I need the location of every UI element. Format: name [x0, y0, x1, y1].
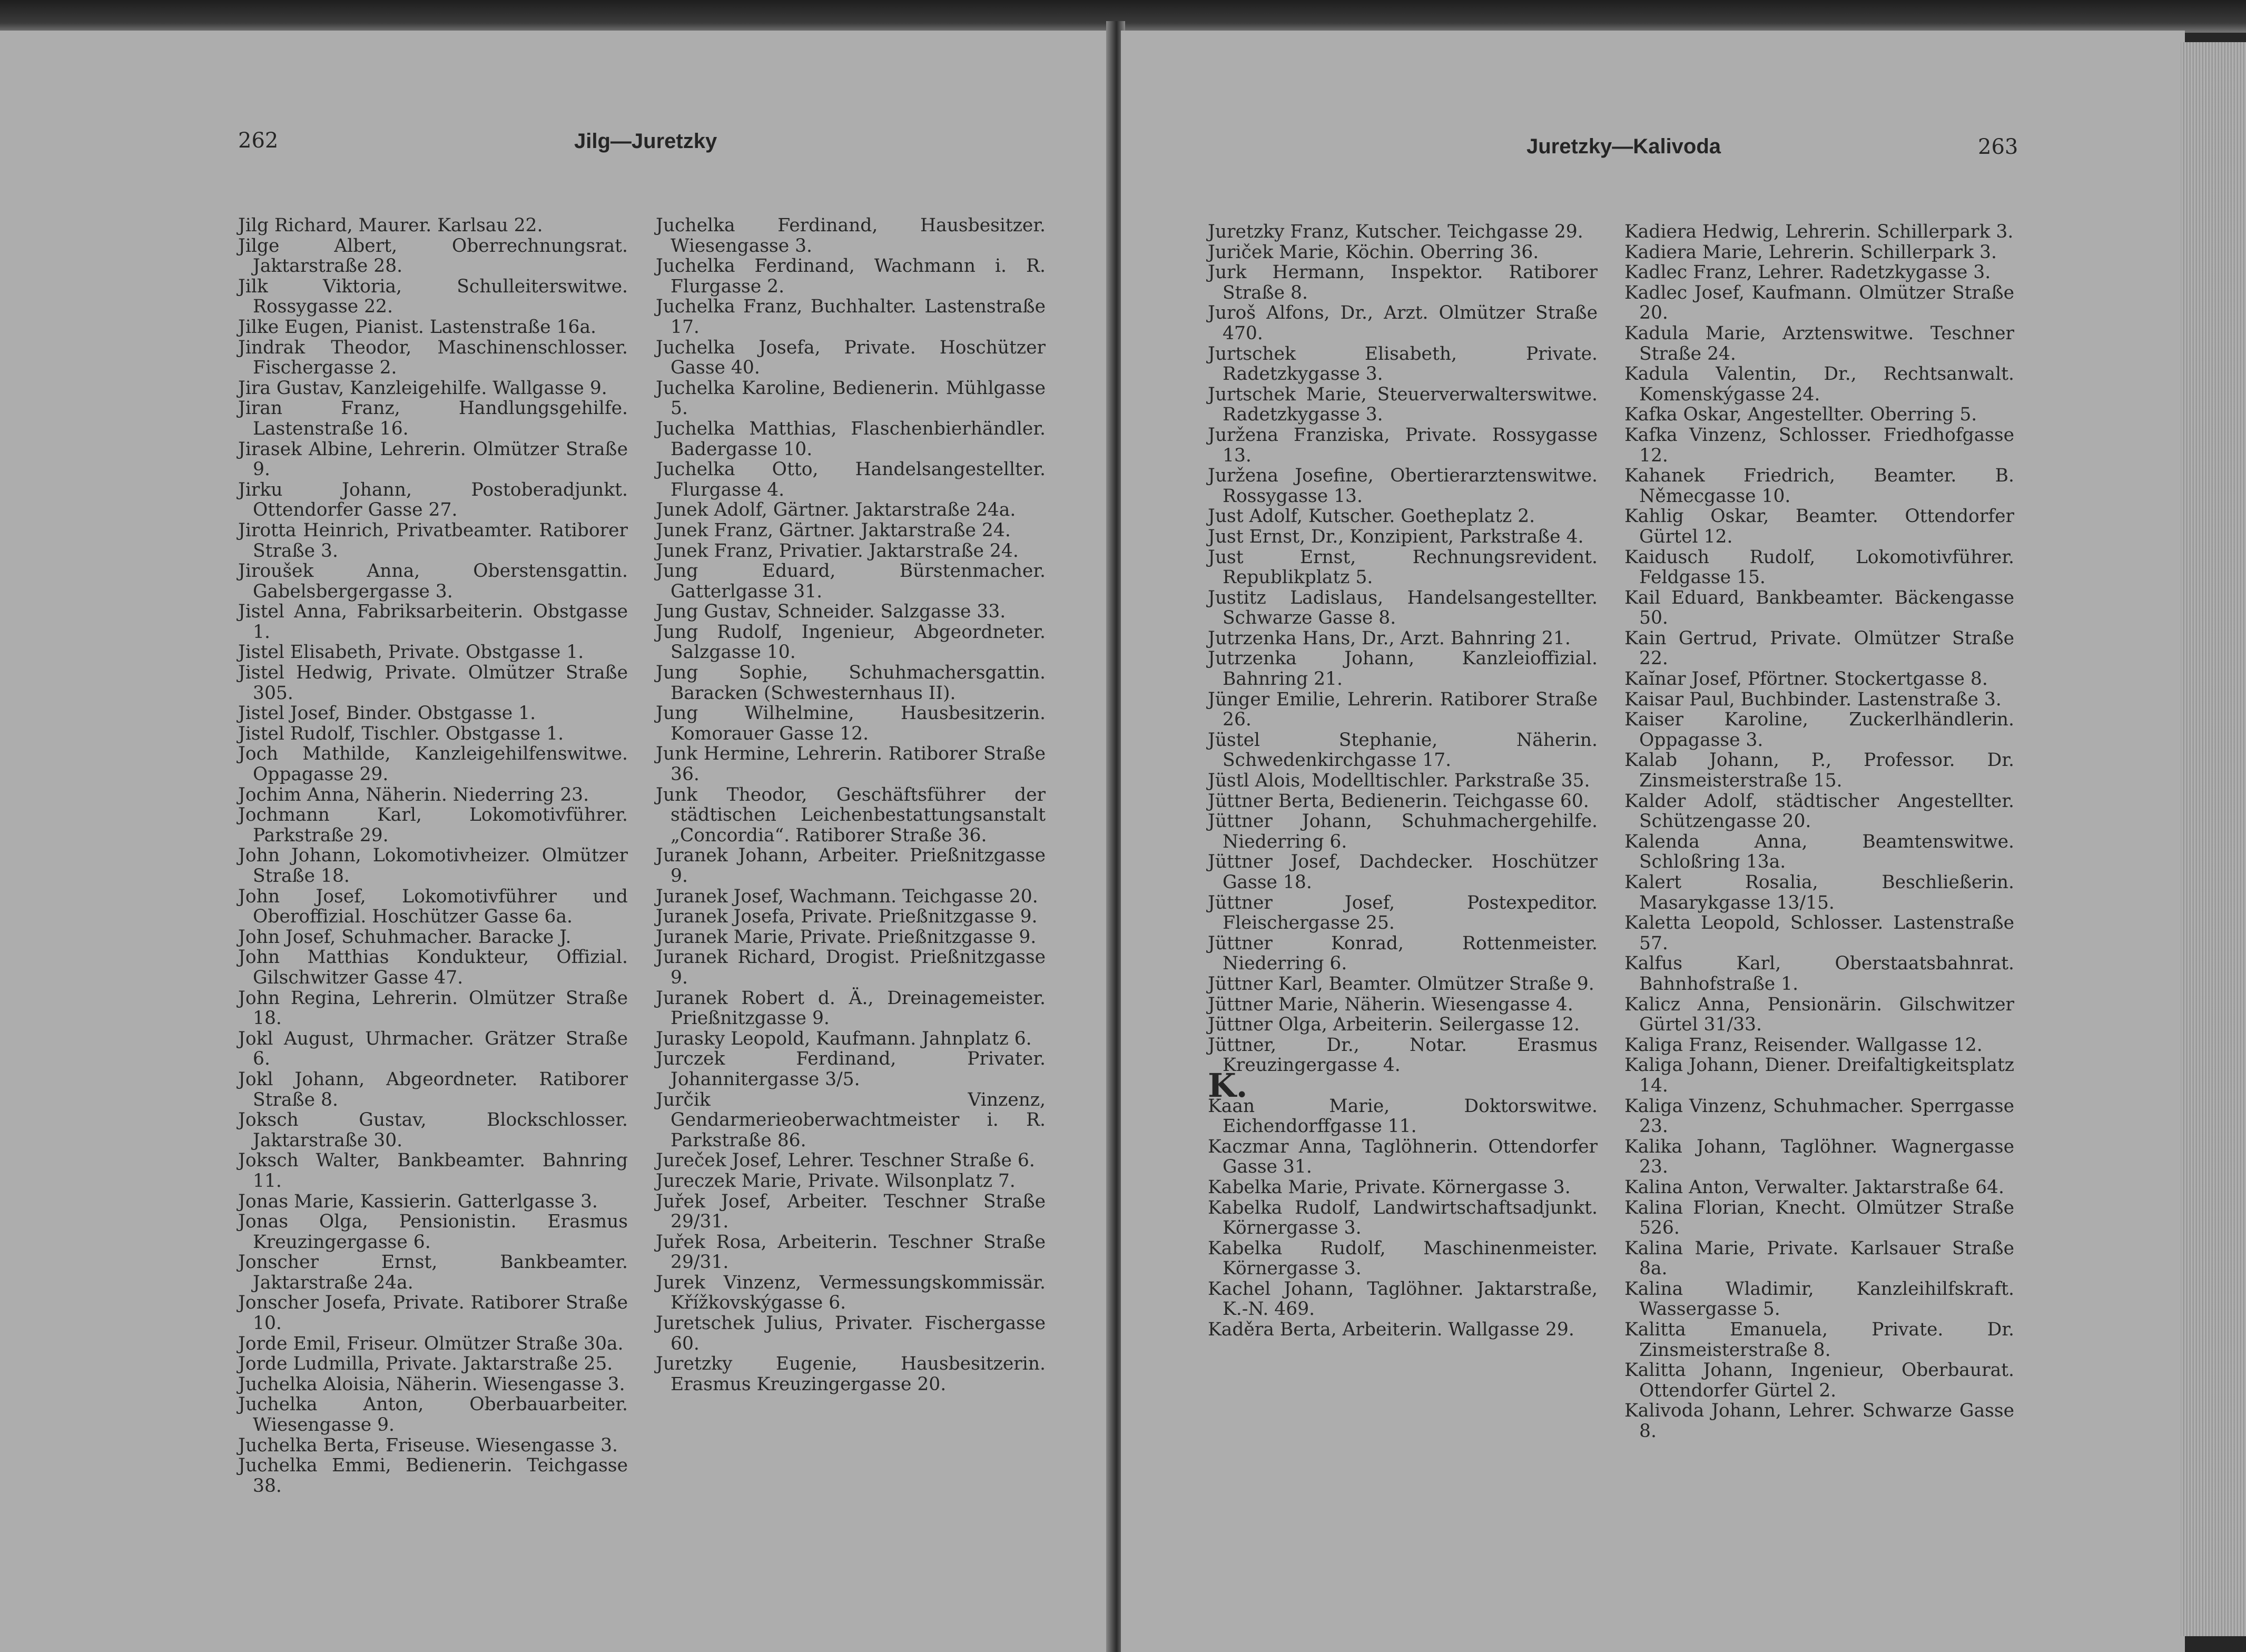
directory-entry: Juřek Rosa, Arbeiterin. Teschner Straße 29/31.	[656, 1231, 1046, 1273]
directory-entry: Jirasek Albine, Lehrerin. Olmützer Straße 9.	[238, 438, 628, 480]
directory-entry: Juretzky Eugenie, Hausbesitzerin. Erasmus Kreuzingergasse 20.	[656, 1353, 1046, 1395]
directory-entry: Jorde Ludmilla, Private. Jaktarstraße 25.	[238, 1353, 613, 1375]
directory-entry: Juchelka Franz, Buchhalter. Lastenstraße 17.	[656, 296, 1046, 338]
directory-entry: Jutrzenka Johann, Kanzleioffizial. Bahnring 21.	[1208, 648, 1598, 690]
directory-entry: Jira Gustav, Kanzleigehilfe. Wallgasse 9.	[238, 377, 607, 399]
directory-entry: Kadula Marie, Arztenswitwe. Teschner Straße 24.	[1624, 322, 2014, 365]
directory-entry: John Josef, Lokomotivführer und Oberoffizial. Hoschützer Gasse 6a.	[238, 886, 628, 928]
page-number-left: 262	[238, 129, 279, 153]
directory-entry: Kalitta Emanuela, Private. Dr. Zinsmeisterstraße 8.	[1624, 1319, 2014, 1361]
directory-entry: Jüttner Karl, Beamter. Olmützer Straße 9.	[1208, 973, 1594, 995]
directory-entry: John Regina, Lehrerin. Olmützer Straße 18.	[238, 987, 628, 1029]
directory-entry: Kalert Rosalia, Beschließerin. Masarykgasse 13/15.	[1624, 872, 2014, 913]
directory-entry: Joksch Gustav, Blockschlosser. Jaktarstraße 30.	[238, 1109, 628, 1151]
directory-entry: Jurtschek Elisabeth, Private. Radetzkygasse 3.	[1208, 343, 1598, 385]
directory-entry: Jistel Anna, Fabriksarbeiterin. Obstgasse 1.	[238, 601, 628, 643]
directory-entry: Jüttner, Dr., Notar. Erasmus Kreuzingergasse 4.	[1208, 1034, 1598, 1076]
directory-entry: Jiroušek Anna, Oberstensgattin. Gabelsbergergasse 3.	[238, 560, 628, 602]
entry-column-3	[1208, 222, 1598, 1340]
directory-entry: Jurčik Vinzenz, Gendarmerieoberwachtmeister i. R. Parkstraße 86.	[656, 1089, 1046, 1151]
directory-entry: Kalina Wladimir, Kanzleihilfskraft. Wassergasse 5.	[1624, 1278, 2014, 1320]
directory-entry: Kaděra Berta, Arbeiterin. Wallgasse 29.	[1208, 1319, 1574, 1341]
directory-entry: Juchelka Aloisia, Näherin. Wiesengasse 3.	[238, 1373, 625, 1395]
directory-entry: Juchelka Matthias, Flaschenbierhändler. Badergasse 10.	[656, 418, 1046, 460]
directory-entry: Junek Franz, Gärtner. Jaktarstraße 24.	[656, 519, 1011, 541]
directory-entry: Juržena Franziska, Private. Rossygasse 13.	[1208, 424, 1598, 466]
directory-entry: Junk Theodor, Geschäftsführer der städtischen Leichenbestattungsanstalt „Concordia“. Ratiborer Straße 36.	[656, 784, 1046, 846]
directory-entry: Juchelka Berta, Friseuse. Wiesengasse 3.	[238, 1434, 618, 1456]
directory-entry: Juchelka Karoline, Bedienerin. Mühlgasse 5.	[656, 377, 1046, 419]
directory-entry: Jurek Vinzenz, Vermessungskommissär. Křížkovskýgasse 6.	[656, 1272, 1046, 1314]
directory-entry: Jonscher Ernst, Bankbeamter. Jaktarstraße 24a.	[238, 1252, 628, 1293]
directory-entry: Juriček Marie, Köchin. Oberring 36.	[1208, 241, 1539, 263]
directory-entry: Kahanek Friedrich, Beamter. B. Němecgasse 10.	[1624, 465, 2014, 507]
directory-entry: Just Adolf, Kutscher. Goetheplatz 2.	[1208, 506, 1535, 527]
directory-entry: Jureček Josef, Lehrer. Teschner Straße 6.	[656, 1150, 1035, 1172]
directory-entry: Jirku Johann, Postoberadjunkt. Ottendorfer Gasse 27.	[238, 479, 628, 521]
right-page	[1121, 31, 2185, 1652]
directory-entry: Juchelka Emmi, Bedienerin. Teichgasse 38.	[238, 1455, 628, 1497]
directory-entry: Just Ernst, Dr., Konzipient, Parkstraße 4.	[1208, 526, 1584, 547]
directory-entry: Kalina Anton, Verwalter. Jaktarstraße 64.	[1624, 1176, 2004, 1198]
directory-entry: Jistel Elisabeth, Private. Obstgasse 1.	[238, 642, 584, 663]
section-letter-k: K.	[1208, 1066, 1248, 1105]
directory-entry: Jung Rudolf, Ingenieur, Abgeordneter. Salzgasse 10.	[656, 621, 1046, 663]
directory-entry: Jirotta Heinrich, Privatbeamter. Ratiborer Straße 3.	[238, 519, 628, 562]
entry-column-4	[1624, 222, 2014, 1442]
directory-entry: Jüttner Josef, Postexpeditor. Fleischergasse 25.	[1208, 892, 1598, 934]
directory-entry: Juřek Josef, Arbeiter. Teschner Straße 29/31.	[656, 1191, 1046, 1233]
directory-entry: Jüttner Berta, Bedienerin. Teichgasse 60.	[1208, 790, 1589, 812]
directory-entry: Juranek Johann, Arbeiter. Prießnitzgasse 9.	[656, 845, 1046, 887]
directory-entry: Junek Adolf, Gärtner. Jaktarstraße 24a.	[656, 499, 1016, 521]
directory-entry: Kadiera Hedwig, Lehrerin. Schillerpark 3.	[1624, 221, 2014, 242]
directory-entry: Kabelka Rudolf, Landwirtschaftsadjunkt. Körnergasse 3.	[1208, 1197, 1598, 1239]
directory-entry: Kadiera Marie, Lehrerin. Schillerpark 3.	[1624, 241, 1997, 263]
directory-entry: Jüttner Johann, Schuhmachergehilfe. Niederring 6.	[1208, 811, 1598, 852]
directory-entry: Junk Hermine, Lehrerin. Ratiborer Straße 36.	[656, 743, 1046, 785]
directory-entry: Kadlec Josef, Kaufmann. Olmützer Straße 20.	[1624, 282, 2014, 324]
directory-entry: Kaĭnar Josef, Pförtner. Stockertgasse 8.	[1624, 668, 1988, 690]
directory-entry: Jung Gustav, Schneider. Salzgasse 33.	[656, 601, 1006, 623]
directory-entry: Jilk Viktoria, Schulleiterswitwe. Rossygasse 22.	[238, 276, 628, 318]
directory-entry: Jilge Albert, Oberrechnungsrat. Jaktarstraße 28.	[238, 235, 628, 277]
column-3-body	[1208, 222, 1598, 1076]
directory-entry: Jiran Franz, Handlungsgehilfe. Lastenstraße 16.	[238, 398, 628, 439]
directory-entry: Kain Gertrud, Private. Olmützer Straße 22.	[1624, 627, 2014, 670]
directory-entry: Jonas Olga, Pensionistin. Erasmus Kreuzingergasse 6.	[238, 1211, 628, 1253]
directory-entry: Jüstl Alois, Modelltischler. Parkstraße 35.	[1208, 770, 1590, 792]
directory-entry: Kalicz Anna, Pensionärin. Gilschwitzer Gürtel 31/33.	[1624, 994, 2014, 1036]
directory-entry: Kalivoda Johann, Lehrer. Schwarze Gasse 8.	[1624, 1400, 2014, 1442]
directory-entry: Kahlig Oskar, Beamter. Ottendorfer Gürtel 12.	[1624, 506, 2014, 547]
page-edges	[2181, 42, 2246, 1636]
entry-column-2	[656, 215, 1046, 1394]
directory-entry: Jüstel Stephanie, Näherin. Schwedenkirchgasse 17.	[1208, 729, 1598, 771]
directory-entry: Kaczmar Anna, Taglöhnerin. Ottendorfer Gasse 31.	[1208, 1136, 1598, 1178]
directory-entry: Juranek Robert d. Ä., Dreinagemeister. Prießnitzgasse 9.	[656, 987, 1046, 1029]
directory-entry: Jilg Richard, Maurer. Karlsau 22.	[238, 215, 543, 236]
directory-entry: Jüttner Konrad, Rottenmeister. Niederring 6.	[1208, 932, 1598, 975]
directory-entry: Kalina Marie, Private. Karlsauer Straße 8a.	[1624, 1237, 2014, 1280]
directory-entry: Juranek Marie, Private. Prießnitzgasse 9.	[656, 926, 1037, 948]
directory-entry: Jutrzenka Hans, Dr., Arzt. Bahnring 21.	[1208, 627, 1571, 649]
directory-entry: Kabelka Marie, Private. Körnergasse 3.	[1208, 1176, 1571, 1198]
directory-entry: Jochmann Karl, Lokomotivführer. Parkstraße 29.	[238, 804, 628, 846]
directory-entry: Juranek Josef, Wachmann. Teichgasse 20.	[656, 886, 1038, 907]
directory-entry: Kalina Florian, Knecht. Olmützer Straße 526.	[1624, 1197, 2014, 1239]
directory-entry: Kaidusch Rudolf, Lokomotivführer. Feldgasse 15.	[1624, 546, 2014, 588]
k-section-body	[1208, 1096, 1598, 1340]
directory-entry: Kaletta Leopold, Schlosser. Lastenstraße 57.	[1624, 912, 2014, 954]
directory-entry: Jokl August, Uhrmacher. Grätzer Straße 6.	[238, 1028, 628, 1070]
directory-entry: Jurasky Leopold, Kaufmann. Jahnplatz 6.	[656, 1028, 1032, 1049]
directory-entry: Jünger Emilie, Lehrerin. Ratiborer Straße 26.	[1208, 689, 1598, 731]
directory-entry: Justitz Ladislaus, Handelsangestellter. Schwarze Gasse 8.	[1208, 587, 1598, 629]
directory-entry: Jung Sophie, Schuhmachersgattin. Baracken (Schwesternhaus II).	[656, 662, 1046, 704]
running-head-right: Juretzky—Kalivoda	[1526, 135, 1721, 158]
directory-entry: Jorde Emil, Friseur. Olmützer Straße 30a.	[238, 1333, 624, 1354]
entry-column-1	[238, 215, 628, 1496]
directory-entry: Kaan Marie, Doktorswitwe. Eichendorffgasse 11.	[1208, 1095, 1598, 1137]
directory-entry: Kail Eduard, Bankbeamter. Bäckengasse 50.	[1624, 587, 2014, 629]
directory-entry: Kadlec Franz, Lehrer. Radetzkygasse 3.	[1624, 262, 1991, 283]
directory-entry: Kalika Johann, Taglöhner. Wagnergasse 23.	[1624, 1136, 2014, 1178]
directory-entry: Jistel Josef, Binder. Obstgasse 1.	[238, 703, 536, 724]
directory-entry: Juretschek Julius, Privater. Fischergasse 60.	[656, 1313, 1046, 1354]
directory-entry: Juchelka Josefa, Private. Hoschützer Gasse 40.	[656, 337, 1046, 379]
directory-entry: Kaisar Paul, Buchbinder. Lastenstraße 3.	[1624, 689, 2002, 710]
directory-entry: Kalder Adolf, städtischer Angestellter. Schützengasse 20.	[1624, 790, 2014, 832]
directory-entry: Just Ernst, Rechnungsrevident. Republikplatz 5.	[1208, 546, 1598, 588]
directory-entry: Jüttner Josef, Dachdecker. Hoschützer Gasse 18.	[1208, 851, 1598, 893]
directory-entry: Kachel Johann, Taglöhner. Jaktarstraße, K.-N. 469.	[1208, 1278, 1598, 1320]
directory-entry: John Matthias Kondukteur, Offizial. Gilschwitzer Gasse 47.	[238, 947, 628, 988]
directory-entry: Juranek Josefa, Private. Prießnitzgasse 9.	[656, 906, 1038, 928]
directory-entry: Jindrak Theodor, Maschinenschlosser. Fischergasse 2.	[238, 337, 628, 379]
directory-entry: Jokl Johann, Abgeordneter. Ratiborer Straße 8.	[238, 1068, 628, 1110]
directory-entry: Kaliga Johann, Diener. Dreifaltigkeitsplatz 14.	[1624, 1055, 2014, 1096]
directory-entry: Jonscher Josefa, Private. Ratiborer Straße 10.	[238, 1292, 628, 1334]
directory-entry: Juchelka Ferdinand, Hausbesitzer. Wiesengasse 3.	[656, 215, 1046, 257]
directory-entry: Joch Mathilde, Kanzleigehilfenswitwe. Oppagasse 29.	[238, 743, 628, 785]
page-number-right: 263	[1978, 135, 2018, 159]
directory-entry: Kaiser Karoline, Zuckerlhändlerin. Oppagasse 3.	[1624, 709, 2014, 751]
directory-entry: Kaliga Franz, Reisender. Wallgasse 12.	[1624, 1034, 1983, 1056]
directory-entry: Juchelka Otto, Handelsangestellter. Flurgasse 4.	[656, 459, 1046, 500]
directory-entry: Juržena Josefine, Obertierarztenswitwe. Rossygasse 13.	[1208, 465, 1598, 507]
directory-entry: Jüttner Marie, Näherin. Wiesengasse 4.	[1208, 994, 1573, 1015]
directory-entry: Junek Franz, Privatier. Jaktarstraße 24.	[656, 540, 1019, 562]
directory-entry: Juchelka Ferdinand, Wachmann i. R. Flurgasse 2.	[656, 255, 1046, 297]
directory-entry: Jochim Anna, Näherin. Niederring 23.	[238, 784, 589, 805]
directory-entry: Kalitta Johann, Ingenieur, Oberbaurat. Ottendorfer Gürtel 2.	[1624, 1360, 2014, 1401]
directory-entry: Jurczek Ferdinand, Privater. Johannitergasse 3/5.	[656, 1048, 1046, 1090]
directory-entry: Juchelka Anton, Oberbauarbeiter. Wiesengasse 9.	[238, 1394, 628, 1436]
directory-entry: Kaliga Vinzenz, Schuhmacher. Sperrgasse 23.	[1624, 1095, 2014, 1137]
directory-entry: Juranek Richard, Drogist. Prießnitzgasse 9.	[656, 947, 1046, 988]
directory-entry: Jureczek Marie, Private. Wilsonplatz 7.	[656, 1170, 1016, 1192]
directory-entry: John Johann, Lokomotivheizer. Olmützer Straße 18.	[238, 845, 628, 887]
directory-entry: Kafka Vinzenz, Schlosser. Friedhofgasse 12.	[1624, 424, 2014, 466]
directory-entry: Kalab Johann, P., Professor. Dr. Zinsmeisterstraße 15.	[1624, 750, 2014, 792]
running-head-left: Jilg—Juretzky	[574, 130, 717, 153]
directory-entry: Juroš Alfons, Dr., Arzt. Olmützer Straße 470.	[1208, 302, 1598, 344]
directory-entry: Jung Eduard, Bürstenmacher. Gatterlgasse 31.	[656, 560, 1046, 602]
directory-entry: Kadula Valentin, Dr., Rechtsanwalt. Komenskýgasse 24.	[1624, 363, 2014, 405]
directory-entry: Juretzky Franz, Kutscher. Teichgasse 29.	[1208, 221, 1583, 242]
left-page	[0, 31, 1110, 1652]
directory-entry: Jung Wilhelmine, Hausbesitzerin. Komorauer Gasse 12.	[656, 703, 1046, 744]
directory-entry: Kalenda Anna, Beamtenswitwe. Schloßring 13a.	[1624, 831, 2014, 873]
directory-entry: Joksch Walter, Bankbeamter. Bahnring 11.	[238, 1150, 628, 1192]
directory-entry: John Josef, Schuhmacher. Baracke J.	[238, 926, 572, 948]
directory-entry: Jurtschek Marie, Steuerverwalterswitwe. Radetzkygasse 3.	[1208, 384, 1598, 426]
directory-entry: Jurk Hermann, Inspektor. Ratiborer Straße 8.	[1208, 262, 1598, 303]
directory-entry: Jistel Rudolf, Tischler. Obstgasse 1.	[238, 723, 564, 744]
directory-entry: Kafka Oskar, Angestellter. Oberring 5.	[1624, 404, 1977, 426]
directory-entry: Jonas Marie, Kassierin. Gatterlgasse 3.	[238, 1191, 598, 1212]
directory-entry: Jüttner Olga, Arbeiterin. Seilergasse 12.	[1208, 1014, 1580, 1036]
directory-entry: Jistel Hedwig, Private. Olmützer Straße 305.	[238, 662, 628, 704]
directory-entry: Kabelka Rudolf, Maschinenmeister. Körnergasse 3.	[1208, 1237, 1598, 1280]
directory-entry: Kalfus Karl, Oberstaatsbahnrat. Bahnhofstraße 1.	[1624, 953, 2014, 995]
directory-entry: Jilke Eugen, Pianist. Lastenstraße 16a.	[238, 316, 596, 338]
